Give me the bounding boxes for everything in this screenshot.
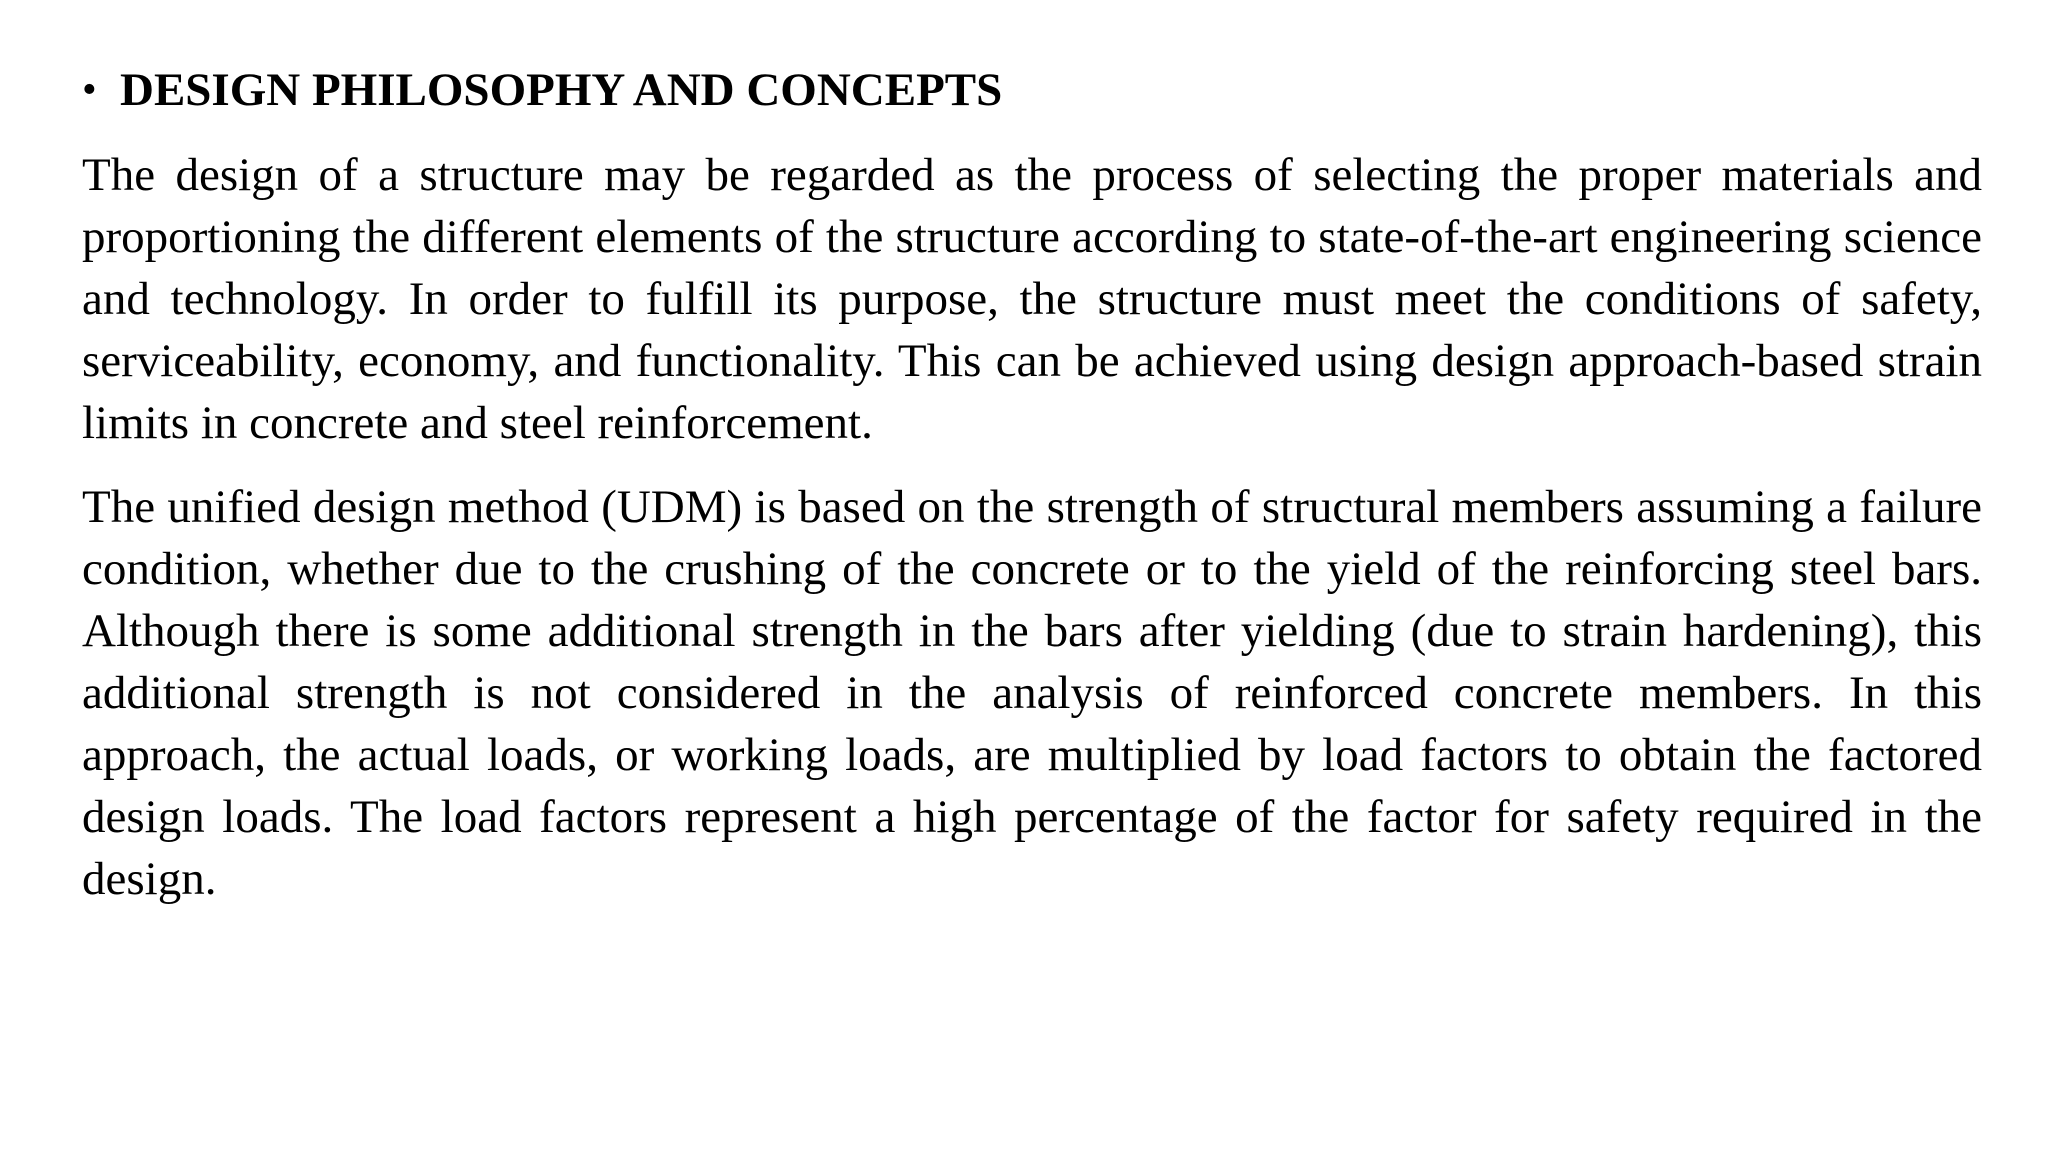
bullet-icon: •: [82, 67, 97, 113]
paragraph-design-definition: The design of a structure may be regarded as the process of selecting the proper materials and proportioning the different elements of the structure according to state-of-the-art engineering science and technology. In order to fulfill its purpose, the structure must meet the conditions of safety, serviceability, economy, and functionality. This can be achieved using design approach-based strain limits in concrete and steel reinforcement.: [82, 149, 1982, 449]
section-heading-row: [82, 58, 1982, 122]
section-heading: DESIGN PHILOSOPHY AND CONCEPTS: [120, 63, 1003, 116]
paragraph-unified-design-method: The unified design method (UDM) is based on the strength of structural members assuming a failure condition, whether due to the crushing of the concrete or to the yield of the reinforcing steel bars. Although there is some additional strength in the bars after yielding (due to strain hardening), this additional strength is not considered in the analysis of reinforced concrete members. In this approach, the actual loads, or working loads, are multiplied by load factors to obtain the factored design loads. The load factors represent a high percentage of the factor for safety required in the design.: [82, 481, 1982, 905]
